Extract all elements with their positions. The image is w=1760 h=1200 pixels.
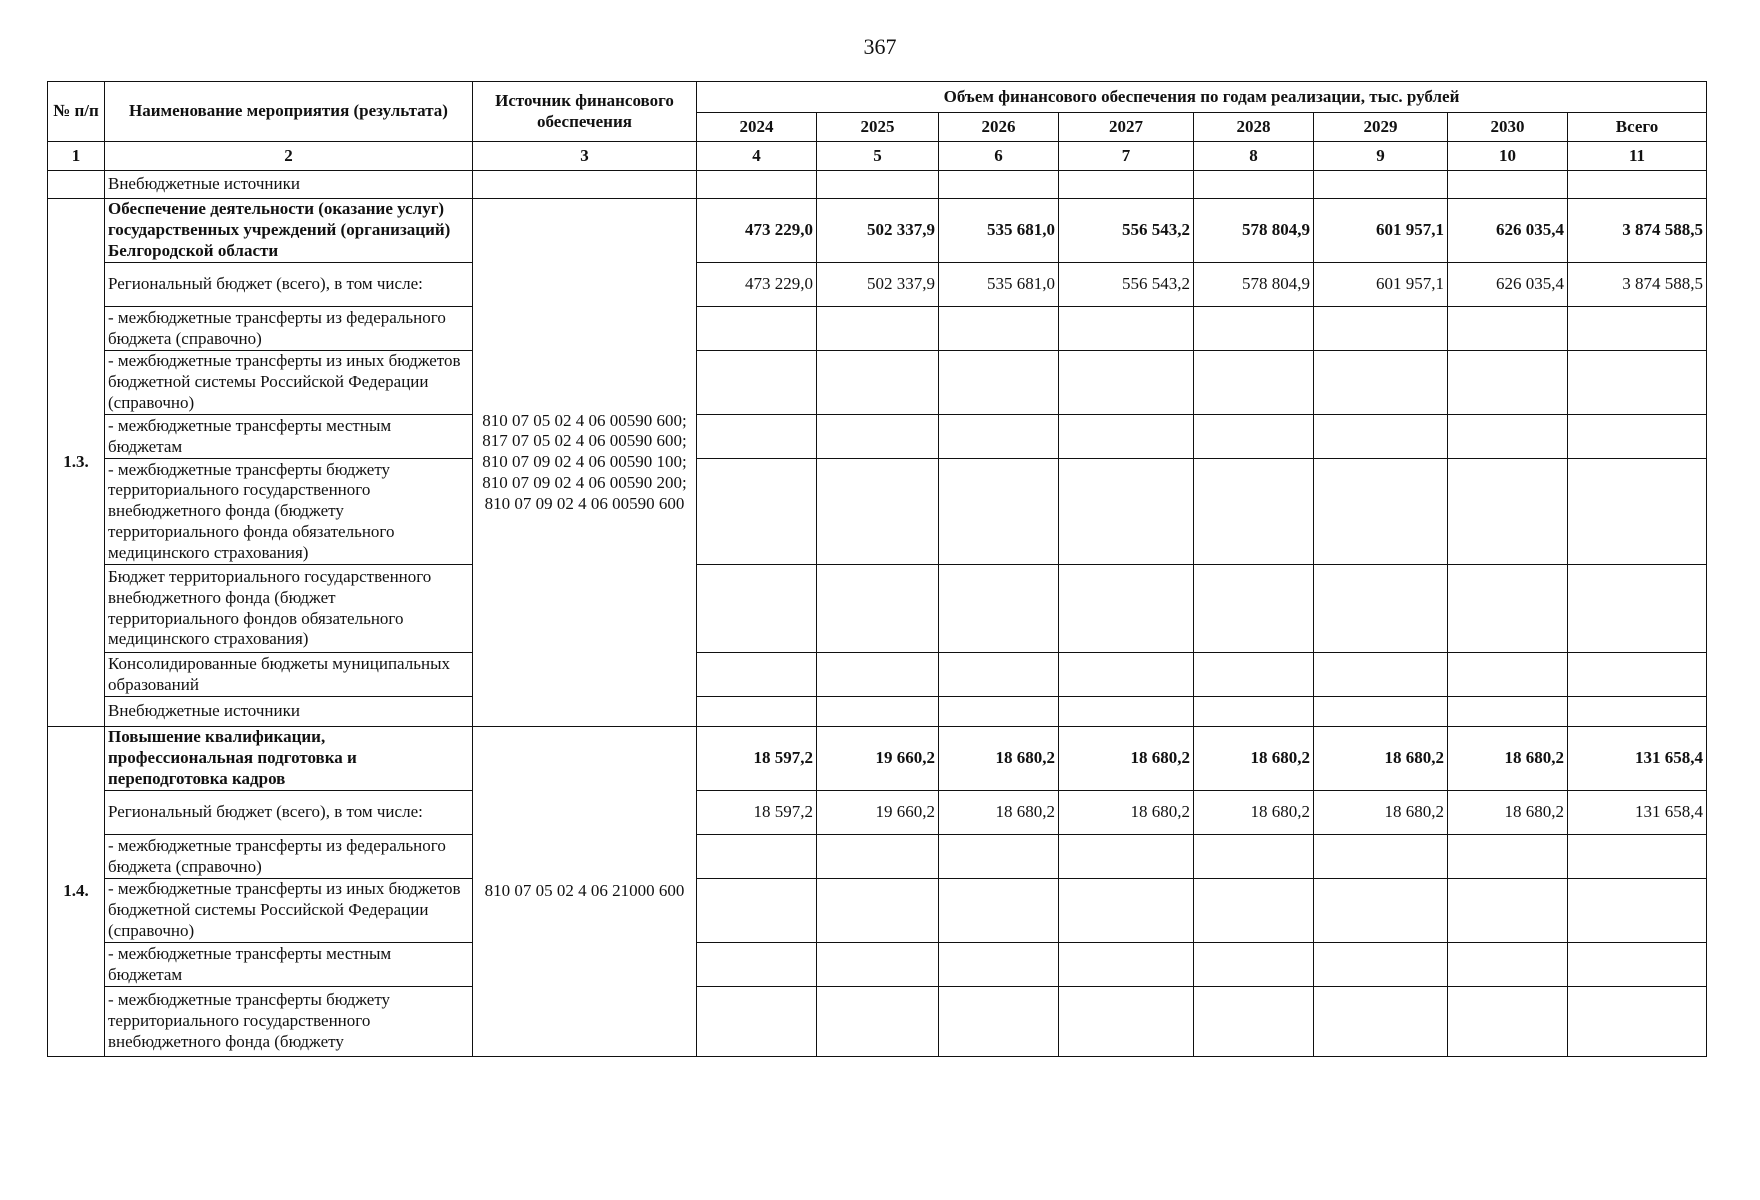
- empty-cell: [817, 987, 939, 1057]
- table-row: [48, 171, 1707, 199]
- empty-cell: [939, 653, 1059, 697]
- table-row: [48, 987, 1707, 1057]
- empty-cell: [697, 653, 817, 697]
- index-cell: 4: [697, 142, 817, 171]
- index-cell: 1: [48, 142, 105, 171]
- table-row: [48, 263, 1707, 307]
- empty-cell: [817, 943, 939, 987]
- empty-cell: [1568, 697, 1707, 727]
- empty-cell: [697, 987, 817, 1057]
- empty-cell: [1194, 879, 1314, 943]
- empty-cell: [817, 565, 939, 653]
- empty-cell: [697, 415, 817, 459]
- empty-cell: [1059, 351, 1194, 415]
- value-cell: 556 543,2: [1059, 199, 1194, 263]
- value-cell: 473 229,0: [697, 199, 817, 263]
- row-name: - межбюджетные трансферты из иных бюджетов бюджетной системы Российской Федерации (справочно): [105, 879, 473, 943]
- empty-cell: [939, 879, 1059, 943]
- empty-cell: [697, 697, 817, 727]
- empty-cell: [939, 943, 1059, 987]
- value-cell: 19 660,2: [817, 791, 939, 835]
- value-cell: 502 337,9: [817, 199, 939, 263]
- value-cell: 626 035,4: [1448, 199, 1568, 263]
- value-cell: 556 543,2: [1059, 263, 1194, 307]
- header-name: Наименование мероприятия (результата): [105, 82, 473, 142]
- header-year: 2024: [697, 113, 817, 142]
- empty-cell: [697, 307, 817, 351]
- empty-cell: [939, 565, 1059, 653]
- empty-cell: [1568, 835, 1707, 879]
- empty-cell: [1568, 565, 1707, 653]
- header-year: 2025: [817, 113, 939, 142]
- header-source: Источник финансового обеспечения: [473, 82, 697, 142]
- value-cell: 535 681,0: [939, 263, 1059, 307]
- empty-cell: [1194, 415, 1314, 459]
- row-name: - межбюджетные трансферты из федерального бюджета (справочно): [105, 835, 473, 879]
- value-cell: 473 229,0: [697, 263, 817, 307]
- value-cell: 18 680,2: [1059, 727, 1194, 791]
- empty-cell: [1314, 987, 1448, 1057]
- value-cell: 18 680,2: [1314, 791, 1448, 835]
- index-cell: 2: [105, 142, 473, 171]
- empty-cell: [939, 351, 1059, 415]
- value-cell: 18 680,2: [1314, 727, 1448, 791]
- empty-cell: [1448, 879, 1568, 943]
- empty-cell: [1314, 307, 1448, 351]
- empty-cell: [1314, 459, 1448, 565]
- header-total: Всего: [1568, 113, 1707, 142]
- value-cell: 18 680,2: [1448, 727, 1568, 791]
- row-name: Повышение квалификации, профессиональная подготовка и переподготовка кадров: [105, 727, 473, 791]
- empty-cell: [1314, 653, 1448, 697]
- value-cell: 18 680,2: [1448, 791, 1568, 835]
- index-cell: 6: [939, 142, 1059, 171]
- value-cell: 3 874 588,5: [1568, 199, 1707, 263]
- empty-cell: [1448, 415, 1568, 459]
- empty-cell: [1194, 307, 1314, 351]
- row-name: Региональный бюджет (всего), в том числе:: [105, 263, 473, 307]
- header-year: 2030: [1448, 113, 1568, 142]
- empty-cell: [1448, 835, 1568, 879]
- section-1-3: [48, 199, 1707, 727]
- empty-cell: [817, 835, 939, 879]
- table-row: [48, 307, 1707, 351]
- empty-cell: [939, 697, 1059, 727]
- empty-cell: [1568, 351, 1707, 415]
- empty-cell: [939, 459, 1059, 565]
- empty-cell: [817, 415, 939, 459]
- empty-cell: [697, 565, 817, 653]
- value-cell: 626 035,4: [1448, 263, 1568, 307]
- table-row: [48, 199, 1707, 263]
- header-year: 2027: [1059, 113, 1194, 142]
- value-cell: 502 337,9: [817, 263, 939, 307]
- item-number-1-3: 1.3.: [48, 199, 105, 727]
- value-cell: 18 680,2: [1194, 727, 1314, 791]
- empty-cell: [1568, 307, 1707, 351]
- empty-cell: [1448, 565, 1568, 653]
- value-cell: 535 681,0: [939, 199, 1059, 263]
- empty-cell: [1194, 987, 1314, 1057]
- empty-cell: [1059, 459, 1194, 565]
- empty-cell: [1059, 565, 1194, 653]
- table-row: [48, 879, 1707, 943]
- empty-cell: [697, 879, 817, 943]
- empty-cell: [1059, 879, 1194, 943]
- empty-cell: [1059, 307, 1194, 351]
- empty-cell: [817, 697, 939, 727]
- empty-cell: [939, 835, 1059, 879]
- row-name: - межбюджетные трансферты местным бюджетам: [105, 415, 473, 459]
- value-cell: 18 680,2: [939, 791, 1059, 835]
- empty-cell: [1448, 307, 1568, 351]
- empty-cell: [1314, 565, 1448, 653]
- value-cell: 131 658,4: [1568, 727, 1707, 791]
- table-row: [48, 459, 1707, 565]
- empty-cell: [1194, 565, 1314, 653]
- index-cell: 9: [1314, 142, 1448, 171]
- empty-cell: [1448, 943, 1568, 987]
- value-cell: 19 660,2: [817, 727, 939, 791]
- empty-cell: [1568, 987, 1707, 1057]
- empty-cell: [1314, 351, 1448, 415]
- row-name: - межбюджетные трансферты бюджету территориального государственного внебюджетного фонда (бюджету территориального фонда обязательного медицинского страхования): [105, 459, 473, 565]
- section-1-4: [48, 727, 1707, 1057]
- source-codes-1-4: 810 07 05 02 4 06 21000 600: [473, 727, 697, 1057]
- table-row: [48, 653, 1707, 697]
- value-cell: 18 597,2: [697, 791, 817, 835]
- value-cell: 18 597,2: [697, 727, 817, 791]
- value-cell: 18 680,2: [1059, 791, 1194, 835]
- empty-cell: [1448, 459, 1568, 565]
- value-cell: 578 804,9: [1194, 199, 1314, 263]
- index-row: [48, 142, 1707, 171]
- value-cell: 601 957,1: [1314, 199, 1448, 263]
- empty-cell: [1194, 835, 1314, 879]
- empty-cell: [1568, 879, 1707, 943]
- empty-cell: [817, 459, 939, 565]
- empty-cell: [1314, 697, 1448, 727]
- empty-cell: [1568, 653, 1707, 697]
- row-name: Внебюджетные источники: [105, 697, 473, 727]
- empty-cell: [1448, 351, 1568, 415]
- index-cell: 11: [1568, 142, 1707, 171]
- row-name: Внебюджетные источники: [105, 171, 473, 199]
- empty-cell: [817, 351, 939, 415]
- value-cell: 3 874 588,5: [1568, 263, 1707, 307]
- index-cell: 5: [817, 142, 939, 171]
- empty-cell: [939, 987, 1059, 1057]
- header-no: № п/п: [48, 82, 105, 142]
- item-number-1-4: 1.4.: [48, 727, 105, 1057]
- table-row: [48, 697, 1707, 727]
- empty-cell: [939, 307, 1059, 351]
- header-year: 2028: [1194, 113, 1314, 142]
- empty-cell: [1194, 653, 1314, 697]
- page-number: 367: [863, 34, 897, 59]
- empty-cell: [1314, 415, 1448, 459]
- empty-cell: [1568, 943, 1707, 987]
- row-name: Консолидированные бюджеты муниципальных образований: [105, 653, 473, 697]
- table-row: [48, 351, 1707, 415]
- index-cell: 8: [1194, 142, 1314, 171]
- header-row: [48, 82, 1707, 113]
- empty-cell: [1059, 653, 1194, 697]
- row-name: - межбюджетные трансферты местным бюджетам: [105, 943, 473, 987]
- index-cell: 3: [473, 142, 697, 171]
- empty-cell: [1059, 697, 1194, 727]
- empty-cell: [1314, 879, 1448, 943]
- index-cell: 10: [1448, 142, 1568, 171]
- empty-cell: [1059, 415, 1194, 459]
- table-row: [48, 727, 1707, 791]
- empty-cell: [1448, 653, 1568, 697]
- empty-cell: [1448, 697, 1568, 727]
- empty-cell: [1059, 835, 1194, 879]
- value-cell: 18 680,2: [1194, 791, 1314, 835]
- row-name: - межбюджетные трансферты бюджету территориального государственного внебюджетного фонда (бюджету: [105, 987, 473, 1057]
- empty-cell: [1059, 987, 1194, 1057]
- empty-cell: [817, 879, 939, 943]
- index-cell: 7: [1059, 142, 1194, 171]
- header-year: 2026: [939, 113, 1059, 142]
- financing-table: [47, 81, 1707, 1057]
- empty-cell: [1568, 415, 1707, 459]
- table-row: [48, 415, 1707, 459]
- empty-cell: [1448, 987, 1568, 1057]
- value-cell: 601 957,1: [1314, 263, 1448, 307]
- empty-cell: [697, 943, 817, 987]
- empty-cell: [1568, 459, 1707, 565]
- row-name: - межбюджетные трансферты из федерального бюджета (справочно): [105, 307, 473, 351]
- empty-cell: [1314, 835, 1448, 879]
- empty-cell: [1059, 943, 1194, 987]
- value-cell: 578 804,9: [1194, 263, 1314, 307]
- row-name: Бюджет территориального государственного внебюджетного фонда (бюджет территориального фондов обязательного медицинского страхования): [105, 565, 473, 653]
- source-codes-1-3: 810 07 05 02 4 06 00590 600; 817 07 05 02 4 06 00590 600; 810 07 09 02 4 06 00590 100; 810 07 09 02 4 06 00590 200; 810 07 09 02 4 06 00590 600: [473, 199, 697, 727]
- empty-cell: [1194, 351, 1314, 415]
- value-cell: 18 680,2: [939, 727, 1059, 791]
- empty-cell: [817, 307, 939, 351]
- row-name: Региональный бюджет (всего), в том числе:: [105, 791, 473, 835]
- row-name: - межбюджетные трансферты из иных бюджетов бюджетной системы Российской Федерации (справочно): [105, 351, 473, 415]
- empty-cell: [1194, 943, 1314, 987]
- empty-cell: [697, 459, 817, 565]
- empty-cell: [1314, 943, 1448, 987]
- value-cell: 131 658,4: [1568, 791, 1707, 835]
- table-row: [48, 565, 1707, 653]
- empty-cell: [1194, 459, 1314, 565]
- table-row: [48, 943, 1707, 987]
- header-volume: Объем финансового обеспечения по годам реализации, тыс. рублей: [697, 82, 1707, 113]
- empty-cell: [817, 653, 939, 697]
- row-name: Обеспечение деятельности (оказание услуг) государственных учреждений (организаций) Белгородской области: [105, 199, 473, 263]
- table-row: [48, 835, 1707, 879]
- table-row: [48, 791, 1707, 835]
- empty-cell: [939, 415, 1059, 459]
- empty-cell: [697, 351, 817, 415]
- header-year: 2029: [1314, 113, 1448, 142]
- empty-cell: [1194, 697, 1314, 727]
- empty-cell: [697, 835, 817, 879]
